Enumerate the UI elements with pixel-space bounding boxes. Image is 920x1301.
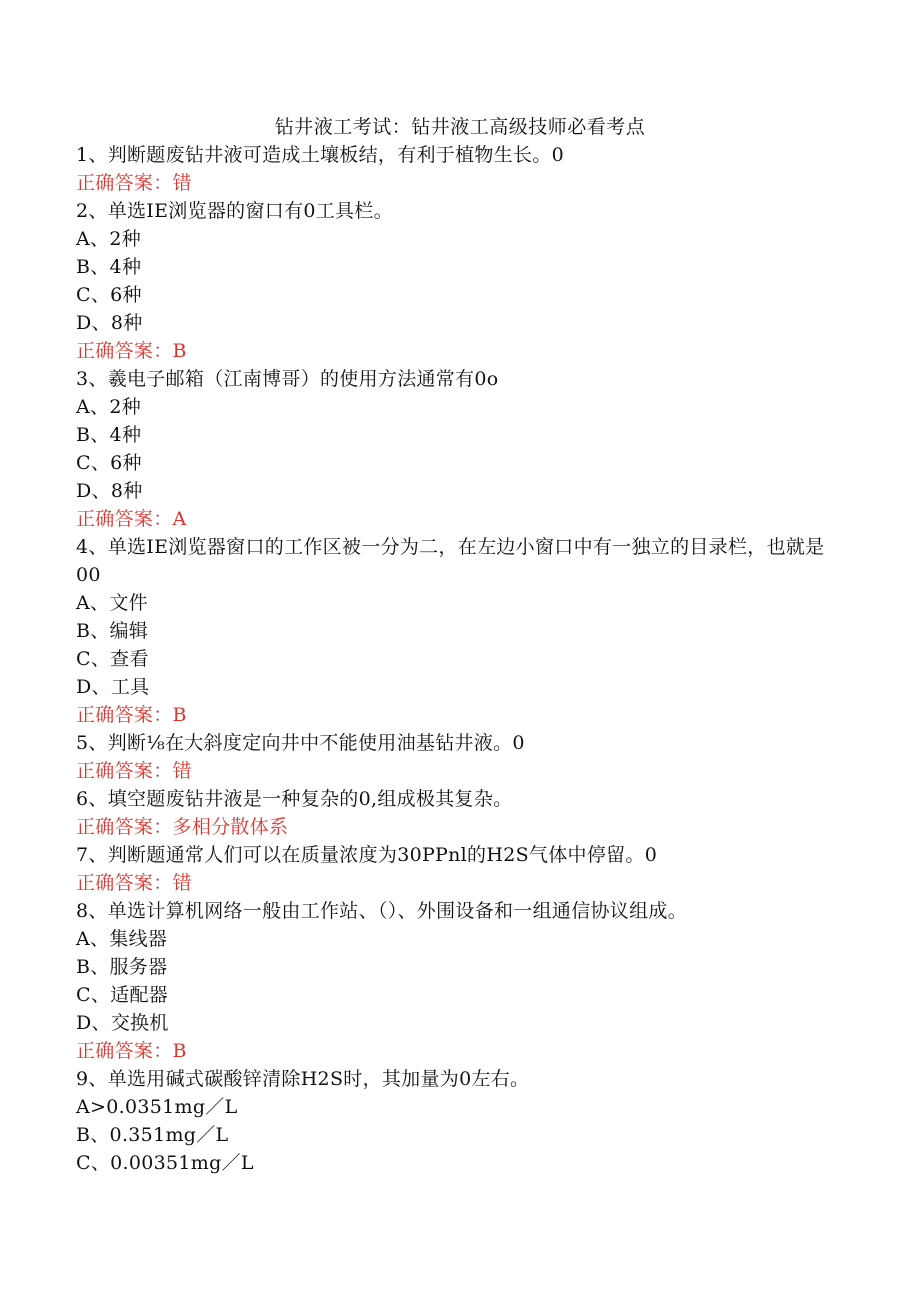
answer-line (76, 813, 836, 841)
question-stem: 1、判断题废钻井液可造成土壤板结，有利于植物生长。0 (76, 144, 564, 166)
option-item: C、查看 (76, 648, 149, 670)
option-item: D、8种 (76, 480, 143, 502)
option-item: A、集线器 (76, 928, 168, 950)
answer-line (76, 869, 836, 897)
answer-value: 多相分散体系 (172, 816, 289, 838)
question-stem: 6、填空题废钻井液是一种复杂的0,组成极其复杂。 (76, 788, 513, 810)
answer-line (76, 337, 836, 365)
answer-label: 正确答案： (76, 340, 173, 362)
question-stem: 3、羲电子邮箱（江南博哥）的使用方法通常有0o (76, 368, 499, 390)
option-item: D、8种 (76, 312, 143, 334)
question-stem: 2、单选IE浏览器的窗口有0工具栏。 (76, 200, 393, 222)
answer-value: B (172, 704, 187, 726)
answer-label: 正确答案： (76, 172, 173, 194)
question-stem: 4、单选IE浏览器窗口的工作区被一分为二，在左边小窗口中有一独立的目录栏，也就是00 (76, 536, 825, 586)
answer-line (76, 169, 836, 197)
option-item: B、0.351mg／L (76, 1124, 229, 1146)
answer-value: B (172, 340, 187, 362)
answer-label: 正确答案： (76, 816, 173, 838)
answer-label: 正确答案： (76, 760, 173, 782)
option-item: B、4种 (76, 256, 142, 278)
answer-value: 错 (172, 172, 192, 194)
option-item: B、4种 (76, 424, 142, 446)
option-item: C、6种 (76, 284, 142, 306)
option-item: D、工具 (76, 676, 150, 698)
question-list (76, 141, 836, 1177)
question-stem: 5、判断⅛在大斜度定向井中不能使用油基钻井液。0 (76, 732, 525, 754)
answer-label: 正确答案： (76, 508, 173, 530)
option-item: A、2种 (76, 396, 142, 418)
option-item: C、6种 (76, 452, 142, 474)
answer-label: 正确答案： (76, 1040, 173, 1062)
answer-value: 错 (172, 872, 192, 894)
question-stem: 8、单选计算机网络一般由工作站、（）、外围设备和一组通信协议组成。 (76, 900, 687, 922)
answer-label: 正确答案： (76, 872, 173, 894)
answer-value: A (172, 508, 187, 530)
question-stem: 7、判断题通常人们可以在质量浓度为30PPnl的H2S气体中停留。0 (76, 844, 658, 866)
question-stem: 9、单选用碱式碳酸锌清除H2S时，其加量为0左右。 (76, 1068, 530, 1090)
option-item: B、服务器 (76, 956, 168, 978)
option-item: A>0.0351mg／L (76, 1096, 238, 1118)
answer-line (76, 757, 836, 785)
option-item: A、文件 (76, 592, 148, 614)
option-item: D、交换机 (76, 1012, 169, 1034)
option-item: C、适配器 (76, 984, 169, 1006)
page-title: 钻井液工考试：钻井液工高级技师必看考点 (274, 116, 646, 138)
answer-line (76, 505, 836, 533)
answer-value: 错 (172, 760, 192, 782)
option-item: B、编辑 (76, 620, 149, 642)
option-item: C、0.00351mg／L (76, 1152, 254, 1174)
option-item: A、2种 (76, 228, 142, 250)
answer-label: 正确答案： (76, 704, 173, 726)
answer-line (76, 1037, 836, 1065)
answer-value: B (172, 1040, 187, 1062)
answer-line (76, 701, 836, 729)
